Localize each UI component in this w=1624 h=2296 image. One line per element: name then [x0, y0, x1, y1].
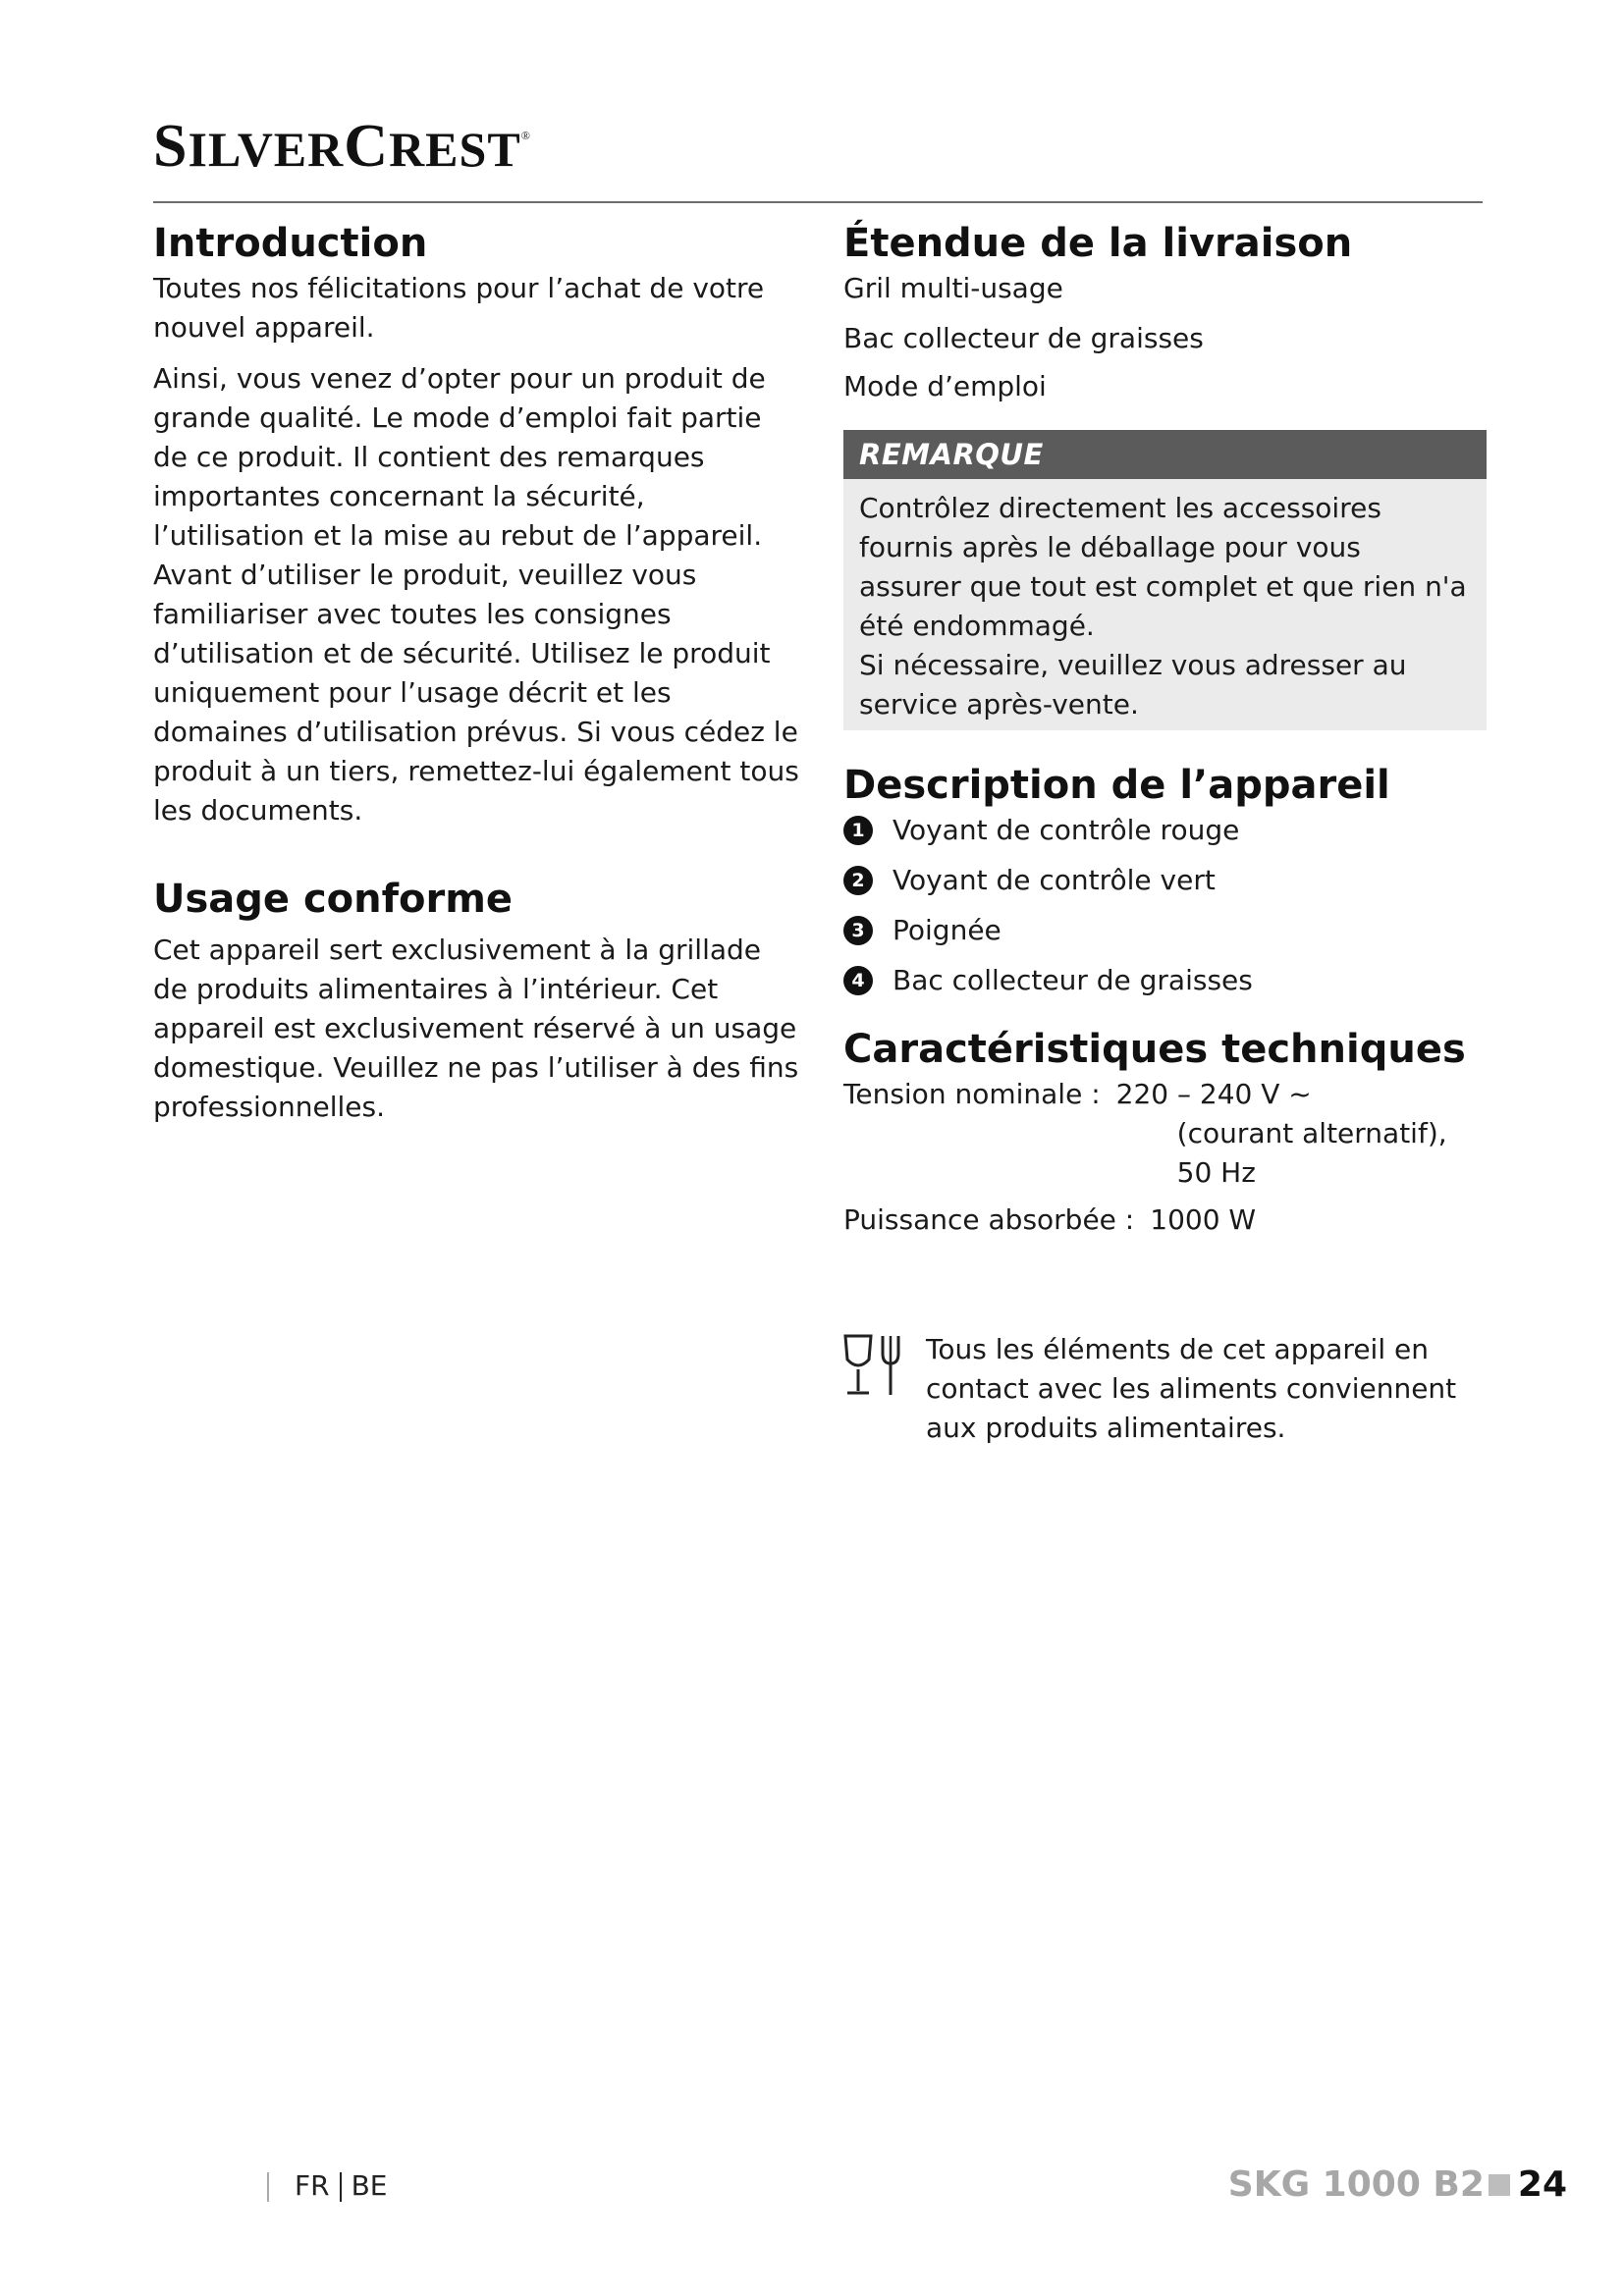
country-code: BE	[351, 2169, 388, 2202]
footer-divider	[267, 2172, 269, 2202]
spec-value: 50 Hz	[1176, 1156, 1256, 1189]
usage-paragraph: Cet appareil sert exclusivement à la grillade de produits alimentaires à l’intérieur. Cet appareil est exclusivement réservé à un usage domestique. Veuillez ne pas l’utiliser à des fins professionnelles.	[153, 934, 799, 1123]
list-item	[843, 811, 1487, 850]
list-item	[843, 911, 1487, 950]
logo-letters: REST	[389, 122, 521, 177]
food-safe-text: Tous les éléments de cet appareil en contact avec les aliments conviennent aux produits alimentaires.	[926, 1333, 1457, 1444]
food-safe-icon	[839, 1330, 912, 1405]
brand-logo	[153, 113, 531, 180]
usage-heading: Usage conforme	[153, 877, 514, 922]
spec-value: (courant alternatif),	[1176, 1117, 1447, 1149]
logo-letter: C	[344, 113, 390, 180]
footer-language	[267, 2169, 387, 2202]
introduction-paragraph-2: Ainsi, vous venez d’opter pour un produit de grande qualité. Le mode d’emploi fait partie de ce produit. Il contient des remarques importantes concernant la sécurité, l’utilisation et la mise au rebut de l’appareil. Avant d’utiliser le produit, veuillez vous familiariser avec toutes les consignes d’utilisation et de sécurité. Utilisez le produit uniquement pour l’usage décrit et les domaines d’utilisation prévus. Si vous cédez le produit à un tiers, remettez-lui également tous les documents.	[153, 362, 799, 827]
right-column	[843, 218, 1487, 1240]
specs-heading: Caractéristiques techniques	[843, 1027, 1466, 1072]
delivery-item: Bac collecteur de graisses	[843, 322, 1204, 354]
number-badge: 4	[843, 966, 873, 995]
list-item	[843, 961, 1487, 1000]
introduction-paragraph-1: Toutes nos félicitations pour l’achat de votre nouvel appareil.	[153, 272, 765, 344]
delivery-item: Mode d’emploi	[843, 370, 1047, 402]
introduction-heading: Introduction	[153, 221, 428, 266]
number-badge: 2	[843, 866, 873, 895]
delivery-heading: Étendue de la livraison	[843, 221, 1353, 266]
header-rule	[153, 201, 1483, 203]
logo-letters: ILVER	[188, 122, 345, 177]
food-safe-note	[839, 1330, 1497, 1448]
part-label: Bac collecteur de graisses	[893, 964, 1253, 996]
language-code: FR	[295, 2169, 330, 2202]
note-box	[843, 430, 1487, 730]
spec-values	[1116, 1075, 1447, 1193]
footer-model	[1228, 2164, 1567, 2205]
spec-label: Tension nominale :	[843, 1078, 1101, 1110]
footer-square	[1489, 2174, 1510, 2196]
page-number: 24	[1517, 2164, 1567, 2205]
number-badge: 1	[843, 816, 873, 845]
note-body	[843, 479, 1487, 730]
spec-power	[843, 1201, 1487, 1240]
parts-list	[843, 811, 1487, 1000]
spec-value: 1000 W	[1150, 1203, 1257, 1236]
model-number: SKG 1000 B2	[1227, 2164, 1485, 2205]
part-label: Voyant de contrôle rouge	[893, 814, 1240, 846]
list-item	[843, 861, 1487, 900]
note-text: Contrôlez directement les accessoires fournis après le déballage pour vous assurer que tout est complet et que rien n'a été endommagé.	[859, 492, 1467, 642]
number-badge: 3	[843, 916, 873, 945]
spec-voltage	[843, 1075, 1487, 1193]
part-label: Poignée	[893, 914, 1001, 946]
note-title: REMARQUE	[843, 430, 1487, 479]
note-text: Si nécessaire, veuillez vous adresser au service après-vente.	[859, 649, 1407, 721]
spec-label: Puissance absorbée :	[843, 1203, 1135, 1236]
logo-letter: S	[153, 113, 189, 180]
footer-divider	[340, 2172, 342, 2202]
left-column	[153, 218, 801, 1127]
part-label: Voyant de contrôle vert	[893, 864, 1216, 896]
registered-mark: ®	[520, 129, 531, 142]
delivery-item: Gril multi-usage	[843, 272, 1063, 304]
description-heading: Description de l’appareil	[843, 763, 1390, 808]
spec-value: 220 – 240 V ~	[1115, 1078, 1312, 1110]
